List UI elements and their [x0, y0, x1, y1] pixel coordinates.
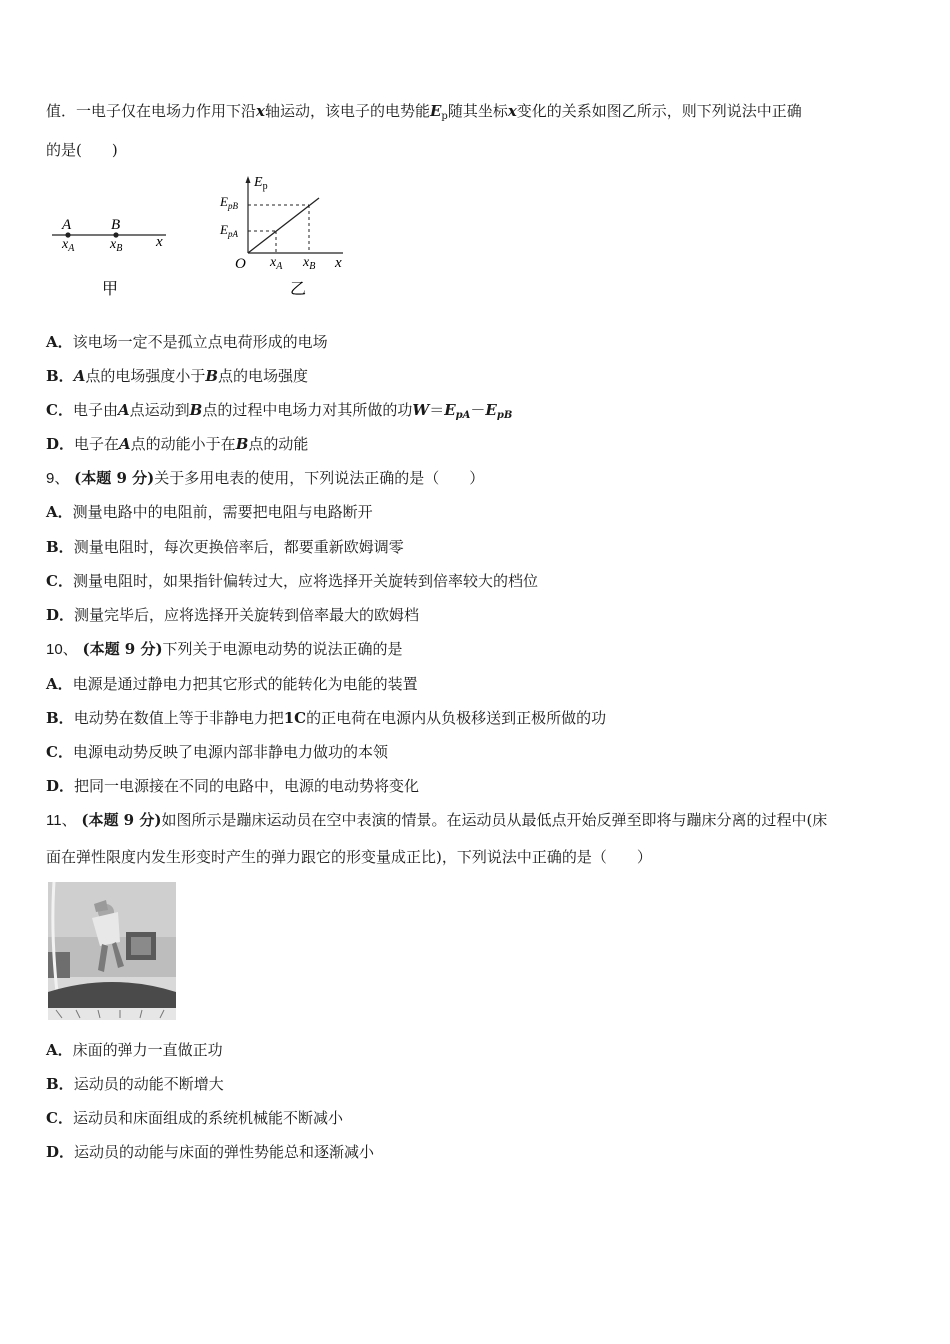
variable-e: E: [485, 401, 497, 419]
q9-option-b[interactable]: [46, 537, 904, 557]
y-axis-subscript: p: [262, 181, 268, 192]
question-text: 面在弹性限度内发生形变时产生的弹力跟它的形变量成正比)，下列说法中正确的是（ ）: [46, 848, 652, 866]
figure-yi: [215, 170, 355, 304]
subscript-pb: pB: [496, 410, 513, 421]
xa-subscript: A: [276, 261, 283, 272]
svg-text:Ep: [253, 175, 268, 192]
option-text: 测量电阻时，如果指针偏转过大，应将选择开关旋转到倍率较大的档位: [72, 572, 538, 590]
question-score: (本题 9 分): [74, 469, 155, 487]
option-text: 床面的弹力一直做正功: [72, 1041, 223, 1059]
option-text: 点的动能小于在: [130, 435, 236, 453]
q11-stem-line-1: [46, 810, 904, 831]
option-label: C．: [46, 572, 73, 590]
epa-subscript: pA: [227, 229, 238, 239]
variable-w: W: [412, 401, 430, 419]
option-text: 运动员的动能与床面的弹性势能总和逐渐减小: [74, 1143, 375, 1161]
trampoline-photo-image: [48, 882, 176, 1020]
q8-option-b[interactable]: [46, 366, 904, 386]
q10-option-d[interactable]: [46, 776, 904, 796]
q11-stem-line-2: [46, 847, 904, 867]
stem-text: 轴运动，该电子的电势能: [264, 102, 430, 120]
option-text: 点的电场强度小于: [85, 367, 206, 385]
subscript-pa: pA: [455, 410, 471, 421]
option-text: 的正电荷在电源内从负极移送到正极所做的功: [306, 709, 607, 727]
variable-b: B: [235, 435, 249, 453]
variable-a: A: [119, 435, 131, 453]
variable-x: x: [256, 102, 265, 120]
xb-subscript: B: [309, 261, 316, 272]
option-label: A．: [46, 675, 73, 693]
variable-ep: E: [429, 102, 442, 120]
xb-label: x: [110, 237, 117, 252]
option-label: C．: [46, 401, 73, 419]
variable-e: E: [444, 401, 456, 419]
option-text: 点的动能: [248, 435, 309, 453]
q11-option-c[interactable]: [46, 1108, 904, 1128]
option-label: D．: [46, 435, 75, 453]
variable-a: A: [117, 401, 130, 419]
xb-label: x: [303, 255, 310, 270]
q9-option-c[interactable]: [46, 571, 904, 591]
q10-option-a[interactable]: [46, 674, 904, 694]
q8-option-c[interactable]: [46, 400, 904, 426]
point-b-label: B: [111, 217, 121, 233]
option-text: 点的过程中电场力对其所做的功: [202, 401, 413, 419]
svg-text:xA: [269, 255, 283, 272]
y-axis-label: E: [254, 175, 263, 190]
q8-option-d[interactable]: [46, 434, 904, 454]
y-axis-arrow: [246, 176, 251, 183]
variable-ep-subscript: p: [441, 111, 448, 122]
stem-text: 随其坐标: [447, 102, 508, 120]
stem-text: 的是( ): [46, 141, 118, 159]
svg-text:EpA: [219, 222, 238, 239]
option-text: 电源是通过静电力把其它形式的能转化为电能的装置: [72, 675, 418, 693]
q11-option-b[interactable]: [46, 1074, 904, 1094]
q10-option-c[interactable]: [46, 742, 904, 762]
question-number: 10、: [46, 641, 78, 658]
option-label: B．: [46, 538, 74, 556]
question-score: (本题 9 分): [82, 640, 163, 658]
option-label: A．: [46, 503, 73, 521]
question-stem-line-2: [46, 140, 904, 160]
question-score: (本题 9 分): [81, 811, 162, 829]
option-text: 电子在: [74, 435, 120, 453]
svg-text:xB: [109, 237, 122, 254]
variable-a: A: [73, 367, 86, 385]
ep-line: [248, 198, 319, 253]
epb-subscript: pB: [227, 201, 238, 211]
figure-jia: [44, 208, 184, 308]
x-axis-label: x: [335, 255, 342, 271]
svg-text:xA: [61, 237, 75, 254]
option-text: 把同一电源接在不同的电路中，电源的电动势将变化: [74, 777, 420, 795]
variable-b: B: [189, 401, 203, 419]
equals-sign: ＝: [429, 401, 445, 419]
option-label: B．: [46, 1075, 74, 1093]
option-label: B．: [46, 367, 74, 385]
option-text: 运动员的动能不断增大: [73, 1075, 224, 1093]
xa-label: x: [270, 255, 277, 270]
figure-caption-jia: 甲: [102, 281, 119, 298]
q9-option-a[interactable]: [46, 502, 904, 522]
q11-option-a[interactable]: [46, 1040, 904, 1060]
xa-label: x: [62, 237, 69, 252]
option-text: 测量电阻时，每次更换倍率后，都要重新欧姆调零: [73, 538, 404, 556]
question-text: 如图所示是蹦床运动员在空中表演的情景。在运动员从最低点开始反弹至即将与蹦床分离的过程中(床: [161, 811, 828, 829]
option-text: 测量电路中的电阻前，需要把电阻与电路断开: [72, 503, 373, 521]
q8-option-a[interactable]: [46, 332, 904, 352]
question-text: 关于多用电表的使用，下列说法正确的是（ ）: [154, 469, 485, 487]
epa-label: E: [220, 222, 228, 237]
xa-subscript: A: [68, 243, 75, 254]
q10-stem: [46, 639, 904, 660]
origin-label: O: [235, 256, 246, 272]
question-number: 9、: [46, 470, 70, 487]
option-label: A．: [46, 333, 73, 351]
stem-text: 变化的关系如图乙所示，则下列说法中正确: [516, 102, 802, 120]
option-text: 点运动到: [129, 401, 190, 419]
svg-text:xB: [302, 255, 315, 272]
q9-stem: [46, 468, 904, 489]
minus-sign: －: [470, 401, 486, 419]
option-label: C．: [46, 743, 73, 761]
charge-unit: 1C: [283, 709, 307, 727]
question-text: 下列关于电源电动势的说法正确的是: [162, 640, 403, 658]
question-stem-line-1: [46, 101, 904, 127]
variable-b: B: [205, 367, 219, 385]
variable-x: x: [507, 102, 517, 120]
epb-label: E: [220, 194, 228, 209]
option-text: 测量完毕后，应将选择开关旋转到倍率最大的欧姆档: [74, 606, 420, 624]
option-text: 该电场一定不是孤立点电荷形成的电场: [72, 333, 328, 351]
option-text: 电源电动势反映了电源内部非静电力做功的本领: [72, 743, 388, 761]
q11-option-d[interactable]: [46, 1142, 904, 1162]
option-label: A．: [46, 1041, 73, 1059]
x-axis-label: x: [156, 234, 163, 250]
option-text: 运动员和床面组成的系统机械能不断减小: [72, 1109, 343, 1127]
xb-subscript: B: [116, 243, 123, 254]
stem-text: 值．一电子仅在电场力作用下沿: [46, 102, 257, 120]
option-label: B．: [46, 709, 74, 727]
q10-option-b[interactable]: [46, 708, 904, 728]
svg-text:EpB: [219, 194, 238, 211]
question-number: 11、: [46, 812, 77, 829]
point-a-label: A: [62, 217, 72, 233]
option-label: D．: [46, 777, 75, 795]
option-label: D．: [46, 606, 75, 624]
option-label: D．: [46, 1143, 75, 1161]
option-label: C．: [46, 1109, 73, 1127]
figure-caption-yi: 乙: [290, 281, 307, 298]
q9-option-d[interactable]: [46, 605, 904, 625]
option-text: 电动势在数值上等于非静电力把: [73, 709, 284, 727]
option-text: 电子由: [72, 401, 118, 419]
option-text: 点的电场强度: [218, 367, 309, 385]
trampoline-photo: [48, 882, 176, 1020]
